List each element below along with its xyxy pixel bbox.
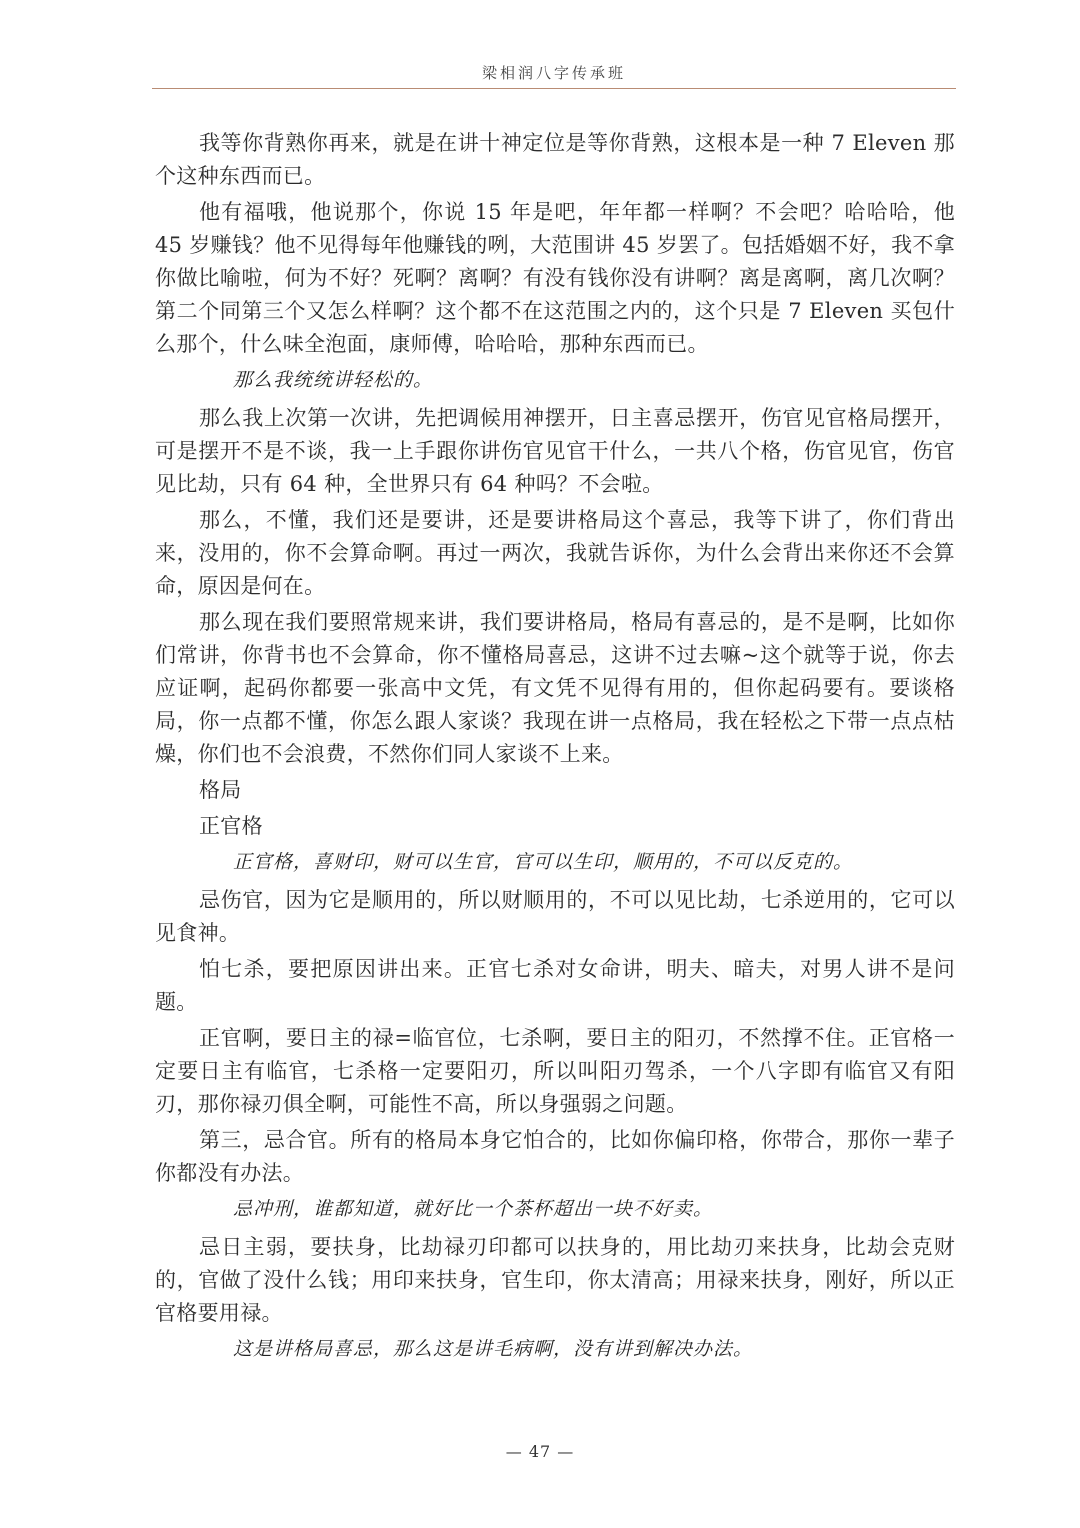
- paragraph: 正官啊，要日主的禄=临官位，七杀啊，要日主的阳刃，不然撑不住。正官格一定要日主有临官，七杀格一定要阳刃，所以叫阳刃驾杀，一个八字即有临官又有阳刃，那你禄刃俱全啊，可能性不高，所以身强弱之问题。: [155, 1026, 955, 1116]
- paragraph: 第三，忌合官。所有的格局本身它怕合的，比如你偏印格，你带合，那你一辈子你都没有办法。: [155, 1128, 955, 1185]
- header-divider: [152, 88, 956, 89]
- paragraph: 忌日主弱，要扶身，比劫禄刃印都可以扶身的，用比劫刃来扶身，比劫会克财的，官做了没什么钱；用印来扶身，官生印，你太清高；用禄来扶身，刚好，所以正官格要用禄。: [155, 1235, 955, 1325]
- quoted-remark: 那么我统统讲轻松的。: [233, 369, 434, 391]
- quoted-remark: 忌冲刑，谁都知道，就好比一个茶杯超出一块不好卖。: [233, 1198, 714, 1220]
- paragraph: 怕七杀，要把原因讲出来。正官七杀对女命讲，明夫、暗夫，对男人讲不是问题。: [155, 957, 955, 1014]
- section-heading: 格局: [199, 778, 242, 802]
- quoted-remark: 这是讲格局喜忌，那么这是讲毛病啊，没有讲到解决办法。: [233, 1338, 754, 1360]
- paragraph: 那么现在我们要照常规来讲，我们要讲格局，格局有喜忌的，是不是啊，比如你们常讲，你背书也不会算命，你不懂格局喜忌，这讲不过去嘛~这个就等于说，你去应证啊，起码你都要一张高中文凭，有文凭不见得有用的，但你起码要有。要谈格局，你一点都不懂，你怎么跟人家谈？我现在讲一点格局，我在轻松之下带一点点枯燥，你们也不会浪费，不然你们同人家谈不上来。: [155, 610, 955, 766]
- paragraph: 那么，不懂，我们还是要讲，还是要讲格局这个喜忌，我等下讲了，你们背出来，没用的，你不会算命啊。再过一两次，我就告诉你，为什么会背出来你还不会算命，原因是何在。: [155, 508, 955, 598]
- paragraph: 我等你背熟你再来，就是在讲十神定位是等你背熟，这根本是一种 7 Eleven 那个这种东西而已。: [155, 131, 955, 188]
- subsection-heading: 正官格: [199, 814, 263, 838]
- paragraph: 他有福哦，他说那个，你说 15 年是吧，年年都一样啊？不会吧？哈哈哈，他 45 岁赚钱？他不见得每年他赚钱的咧，大范围讲 45 岁罢了。包括婚姻不好，我不拿你做比喻啦，何为不好？死啊？离啊？有没有钱你没有讲啊？离是离啊，离几次啊？第二个同第三个又怎么样啊？这个都不在这范围之内的，这个只是 7 Eleven 买包什么那个，什么味全泡面，康师傅，哈哈哈，那种东西而已。: [155, 200, 955, 356]
- page-body: [155, 127, 955, 1371]
- paragraph: 那么我上次第一次讲，先把调候用神摆开，日主喜忌摆开，伤官见官格局摆开，可是摆开不是不谈，我一上手跟你讲伤官见官干什么，一共八个格，伤官见官，伤官见比劫，只有 64 种，全世界只有 64 种吗？不会啦。: [155, 406, 955, 496]
- paragraph: 忌伤官，因为它是顺用的，所以财顺用的，不可以见比劫，七杀逆用的，它可以见食神。: [155, 888, 955, 945]
- quoted-remark: 正官格，喜财印，财可以生官，官可以生印，顺用的，不可以反克的。: [233, 851, 854, 873]
- page-number: — 47 —: [505, 1442, 575, 1461]
- running-header: 梁相润八字传承班: [481, 64, 626, 82]
